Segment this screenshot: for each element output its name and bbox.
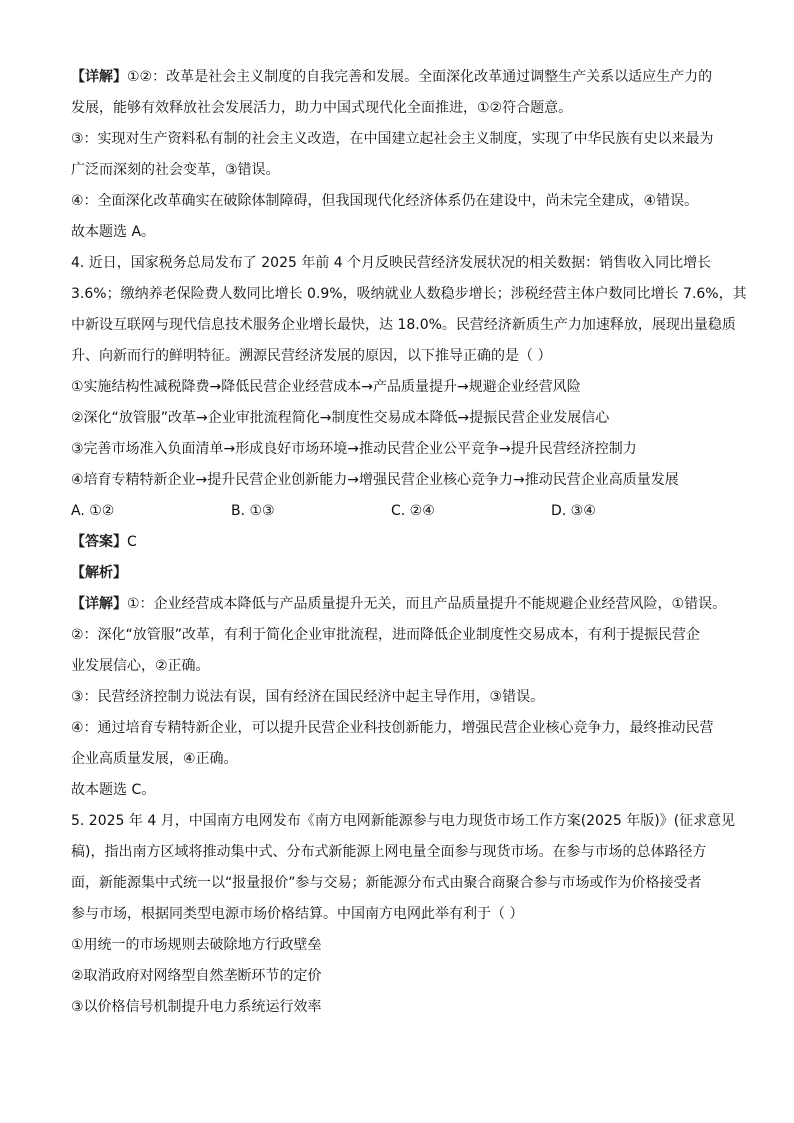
q4-item-1: ①实施结构性减税降费→降低民营企业经营成本→产品质量提升→规避企业经营风险: [71, 379, 581, 395]
q3-detail-line-5: ④：全面深化改革确实在破除体制障碍，但我国现代化经济体系仍在建设中，尚未完全建成，④错误。: [71, 193, 699, 209]
answer-tag: 【答案】: [71, 534, 127, 550]
q4-option-a: A. ①②: [71, 503, 115, 519]
q4-stem-line-3: 中新设互联网与现代信息技术服务企业增长最快，达 18.0%。民营经济新质生产力加速释放，展现出量稳质: [71, 317, 736, 333]
q4-item-4: ④培育专精特新企业→提升民营企业创新能力→增强民营企业核心竞争力→推动民营企业高质量发展: [71, 472, 679, 488]
document-page: [71, 62, 747, 1023]
q4-stem-line-1: 4. 近日，国家税务总局发布了 2025 年前 4 个月反映民营经济发展状况的相关数据：销售收入同比增长: [71, 255, 712, 271]
q4-analysis: [71, 558, 731, 589]
detail-tag: 【详解】: [71, 69, 127, 85]
q4-option-d: D. ③④: [551, 503, 596, 519]
q4-item-3: ③完善市场准入负面清单→形成良好市场环境→推动民营企业公平竞争→提升民营经济控制力: [71, 441, 637, 457]
q4-options: [71, 496, 731, 527]
q4-item-2: ②深化“放管服”改革→企业审批流程简化→制度性交易成本降低→提振民营企业发展信心: [71, 410, 610, 426]
q4-detail-line-1: 【详解】①：企业经营成本降低与产品质量提升无关，而且产品质量提升不能规避企业经营风险，①错误。: [71, 596, 727, 612]
detail-tag: 【详解】: [71, 596, 127, 612]
q5-stem-line-1: 5. 2025 年 4 月，中国南方电网发布《南方电网新能源参与电力现货市场工作方案(2025 年版)》(征求意见: [71, 813, 736, 829]
q5-stem-line-4: 参与市场，根据同类型电源市场价格结算。中国南方电网此举有利于（ ）: [71, 906, 524, 922]
q4-option-b: B. ①③: [231, 503, 275, 519]
q4-option-c: C. ②④: [391, 503, 435, 519]
q3-detail-line-3: ③：实现对生产资料私有制的社会主义改造，在中国建立起社会主义制度，实现了中华民族有史以来最为: [71, 131, 714, 147]
q4-detail-line-3: 业发展信心，②正确。: [71, 658, 210, 674]
q5-item-3: ③以价格信号机制提升电力系统运行效率: [71, 999, 322, 1015]
q5-item-1: ①用统一的市场规则去破除地方行政壁垒: [71, 937, 322, 953]
q4-detail-line-2: ②：深化“放管服”改革，有利于简化企业审批流程，进而降低企业制度性交易成本，有利于提振民营企: [71, 627, 701, 643]
q3-detail-line-4: 广泛而深刻的社会变革，③错误。: [71, 162, 280, 178]
q4-detail-line-6: 企业高质量发展，④正确。: [71, 751, 238, 767]
q4-answer: [71, 527, 731, 558]
q4-detail-line-5: ④：通过培育专精特新企业，可以提升民营企业科技创新能力，增强民营企业核心竞争力，最终推动民营: [71, 720, 714, 736]
q3-conclusion: 故本题选 A。: [71, 224, 156, 240]
q4-stem-line-2: 3.6%；缴纳养老保险费人数同比增长 0.9%，吸纳就业人数稳步增长；涉税经营主体户数同比增长 7.6%，其: [71, 286, 747, 302]
q3-detail-line-1: 【详解】①②：改革是社会主义制度的自我完善和发展。全面深化改革通过调整生产关系以适应生产力的: [71, 69, 713, 85]
q4-stem-line-4: 升、向新而行的鲜明特征。溯源民营经济发展的原因，以下推导正确的是（ ）: [71, 348, 552, 364]
analysis-tag: 【解析】: [71, 565, 127, 581]
q5-stem-line-2: 稿)，指出南方区域将推动集中式、分布式新能源上网电量全面参与现货市场。在参与市场的总体路径方: [71, 844, 707, 860]
answer-value: C: [127, 534, 137, 550]
q4-detail-line-4: ③：民营经济控制力说法有误，国有经济在国民经济中起主导作用，③错误。: [71, 689, 545, 705]
q5-item-2: ②取消政府对网络型自然垄断环节的定价: [71, 968, 322, 984]
q3-detail-line-2: 发展，能够有效释放社会发展活力，助力中国式现代化全面推进，①②符合题意。: [71, 100, 573, 116]
q5-stem-line-3: 面，新能源集中式统一以“报量报价”参与交易；新能源分布式由聚合商聚合参与市场或作为价格接受者: [71, 875, 702, 891]
q4-conclusion: 故本题选 C。: [71, 782, 156, 798]
